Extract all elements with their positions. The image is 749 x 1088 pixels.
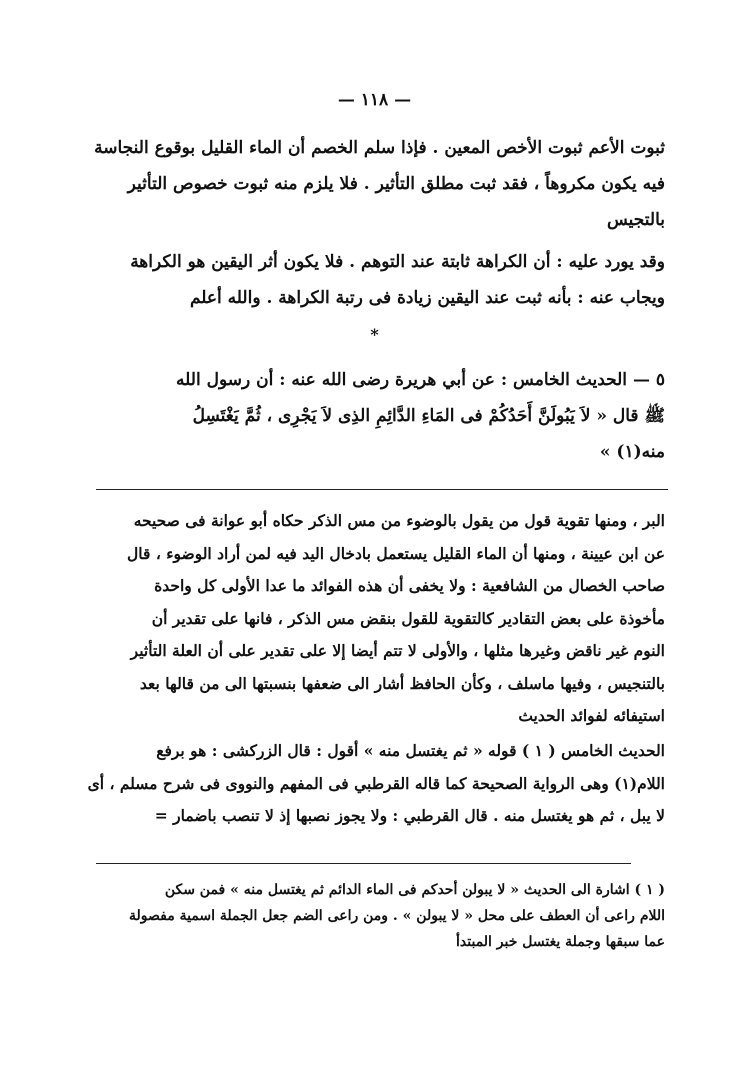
- commentary-line: مأخوذة على بعض التقادير كالتقوية للقول بنقض مس الذكر ، فانها على تقدير أن: [151, 608, 665, 628]
- commentary-line: البر ، ومنها تقوية قول من يقول بالوضوء من مس الذكر حكاه أبو عوانة فى صحيحه: [133, 511, 665, 530]
- footnote-line: ( ١ ) اشارة الى الحديث « لا يبولن أحدكم فى الماء الدائم ثم يغتسل منه » فمن سكن: [164, 882, 665, 898]
- text-line: فيه يكون مكروهاً ، فقد ثبت مطلق التأثير . فلا يلزم منه ثبوت خصوص التأثير: [127, 174, 665, 194]
- hadith-text-line: منه(١) »: [599, 442, 665, 462]
- commentary-block-1: [71, 505, 665, 733]
- hadith-block: [65, 362, 665, 470]
- text-line: ثبوت الأعم ثبوت الأخص المعين . فإذا سلم الخصم أن الماء القليل بوقوع النجاسة: [94, 138, 665, 158]
- commentary-line: النوم غير ناقض وغيرها مثلها ، والأولى لا تتم أيضا إلا على تقدير على أن العلة التأثير: [130, 641, 665, 660]
- footnote-line: عما سبقها وجملة يغتسل خبر المبتدأ: [456, 934, 665, 950]
- hadith-heading-line: ٥ — الحديث الخامس : عن أبي هريرة رضى الله عنه : أن رسول الله: [176, 370, 665, 390]
- footnote-line: اللام راعى أن العطف على محل « لا يبولن » . ومن راعى الضم جعل الجملة اسمية مفصولة: [128, 908, 665, 924]
- commentary-line: بالتنجيس ، وفيها ماسلف ، وكأن الحافظ أشار الى ضعفها بنسبتها الى من قالها بعد: [139, 673, 665, 693]
- objection-block: [65, 244, 665, 316]
- commentary-line: الحديث الخامس ( ١ ) قوله « ثم يغتسل منه » أقول : قال الزركشى : هو برفع: [156, 741, 665, 760]
- main-text-block: [65, 130, 665, 238]
- hadith-text-line: ﷺ قال « لاَ يَبُولَنَّ أَحَدُكُمْ فى المَاءِ الدَّائِمِ الذِى لاَ يَجْرِى ، ثُمَّ يَغْتَسِلُ: [192, 406, 665, 426]
- commentary-line: استيفائه لفوائد الحديث: [518, 706, 665, 725]
- page-number: — ١١٨ —: [337, 90, 412, 110]
- divider-line: [96, 489, 668, 490]
- footnote-divider: [96, 863, 631, 864]
- footnote-block: [71, 877, 665, 955]
- commentary-line: صاحب الخصال من الشافعية : ولا يخفى أن هذه الفوائد ما عدا الأولى كل واحدة: [154, 576, 665, 595]
- commentary-line: عن ابن عيينة ، ومنها أن الماء القليل يستعمل بادخال اليد فيه لمن أراد الوضوء ، قال: [127, 543, 665, 563]
- section-separator: *: [370, 325, 379, 344]
- commentary-block-2: [71, 735, 665, 833]
- commentary-line: اللام(١) وهى الرواية الصحيحة كما قاله القرطبي فى المفهم والنووى فى شرح مسلم ، أى: [87, 773, 665, 793]
- commentary-line: لا يبل ، ثم هو يغتسل منه . قال القرطبي : ولا يجوز نصبها إذ لا تنصب باضمار =: [154, 806, 665, 825]
- text-line: بالتجيس: [607, 210, 665, 230]
- text-line: وقد يورد عليه : أن الكراهة ثابتة عند التوهم . فلا يكون أثر اليقين هو الكراهة: [130, 252, 665, 272]
- text-line: ويجاب عنه : بأنه ثبت عند اليقين زيادة فى رتبة الكراهة . والله أعلم: [189, 288, 665, 308]
